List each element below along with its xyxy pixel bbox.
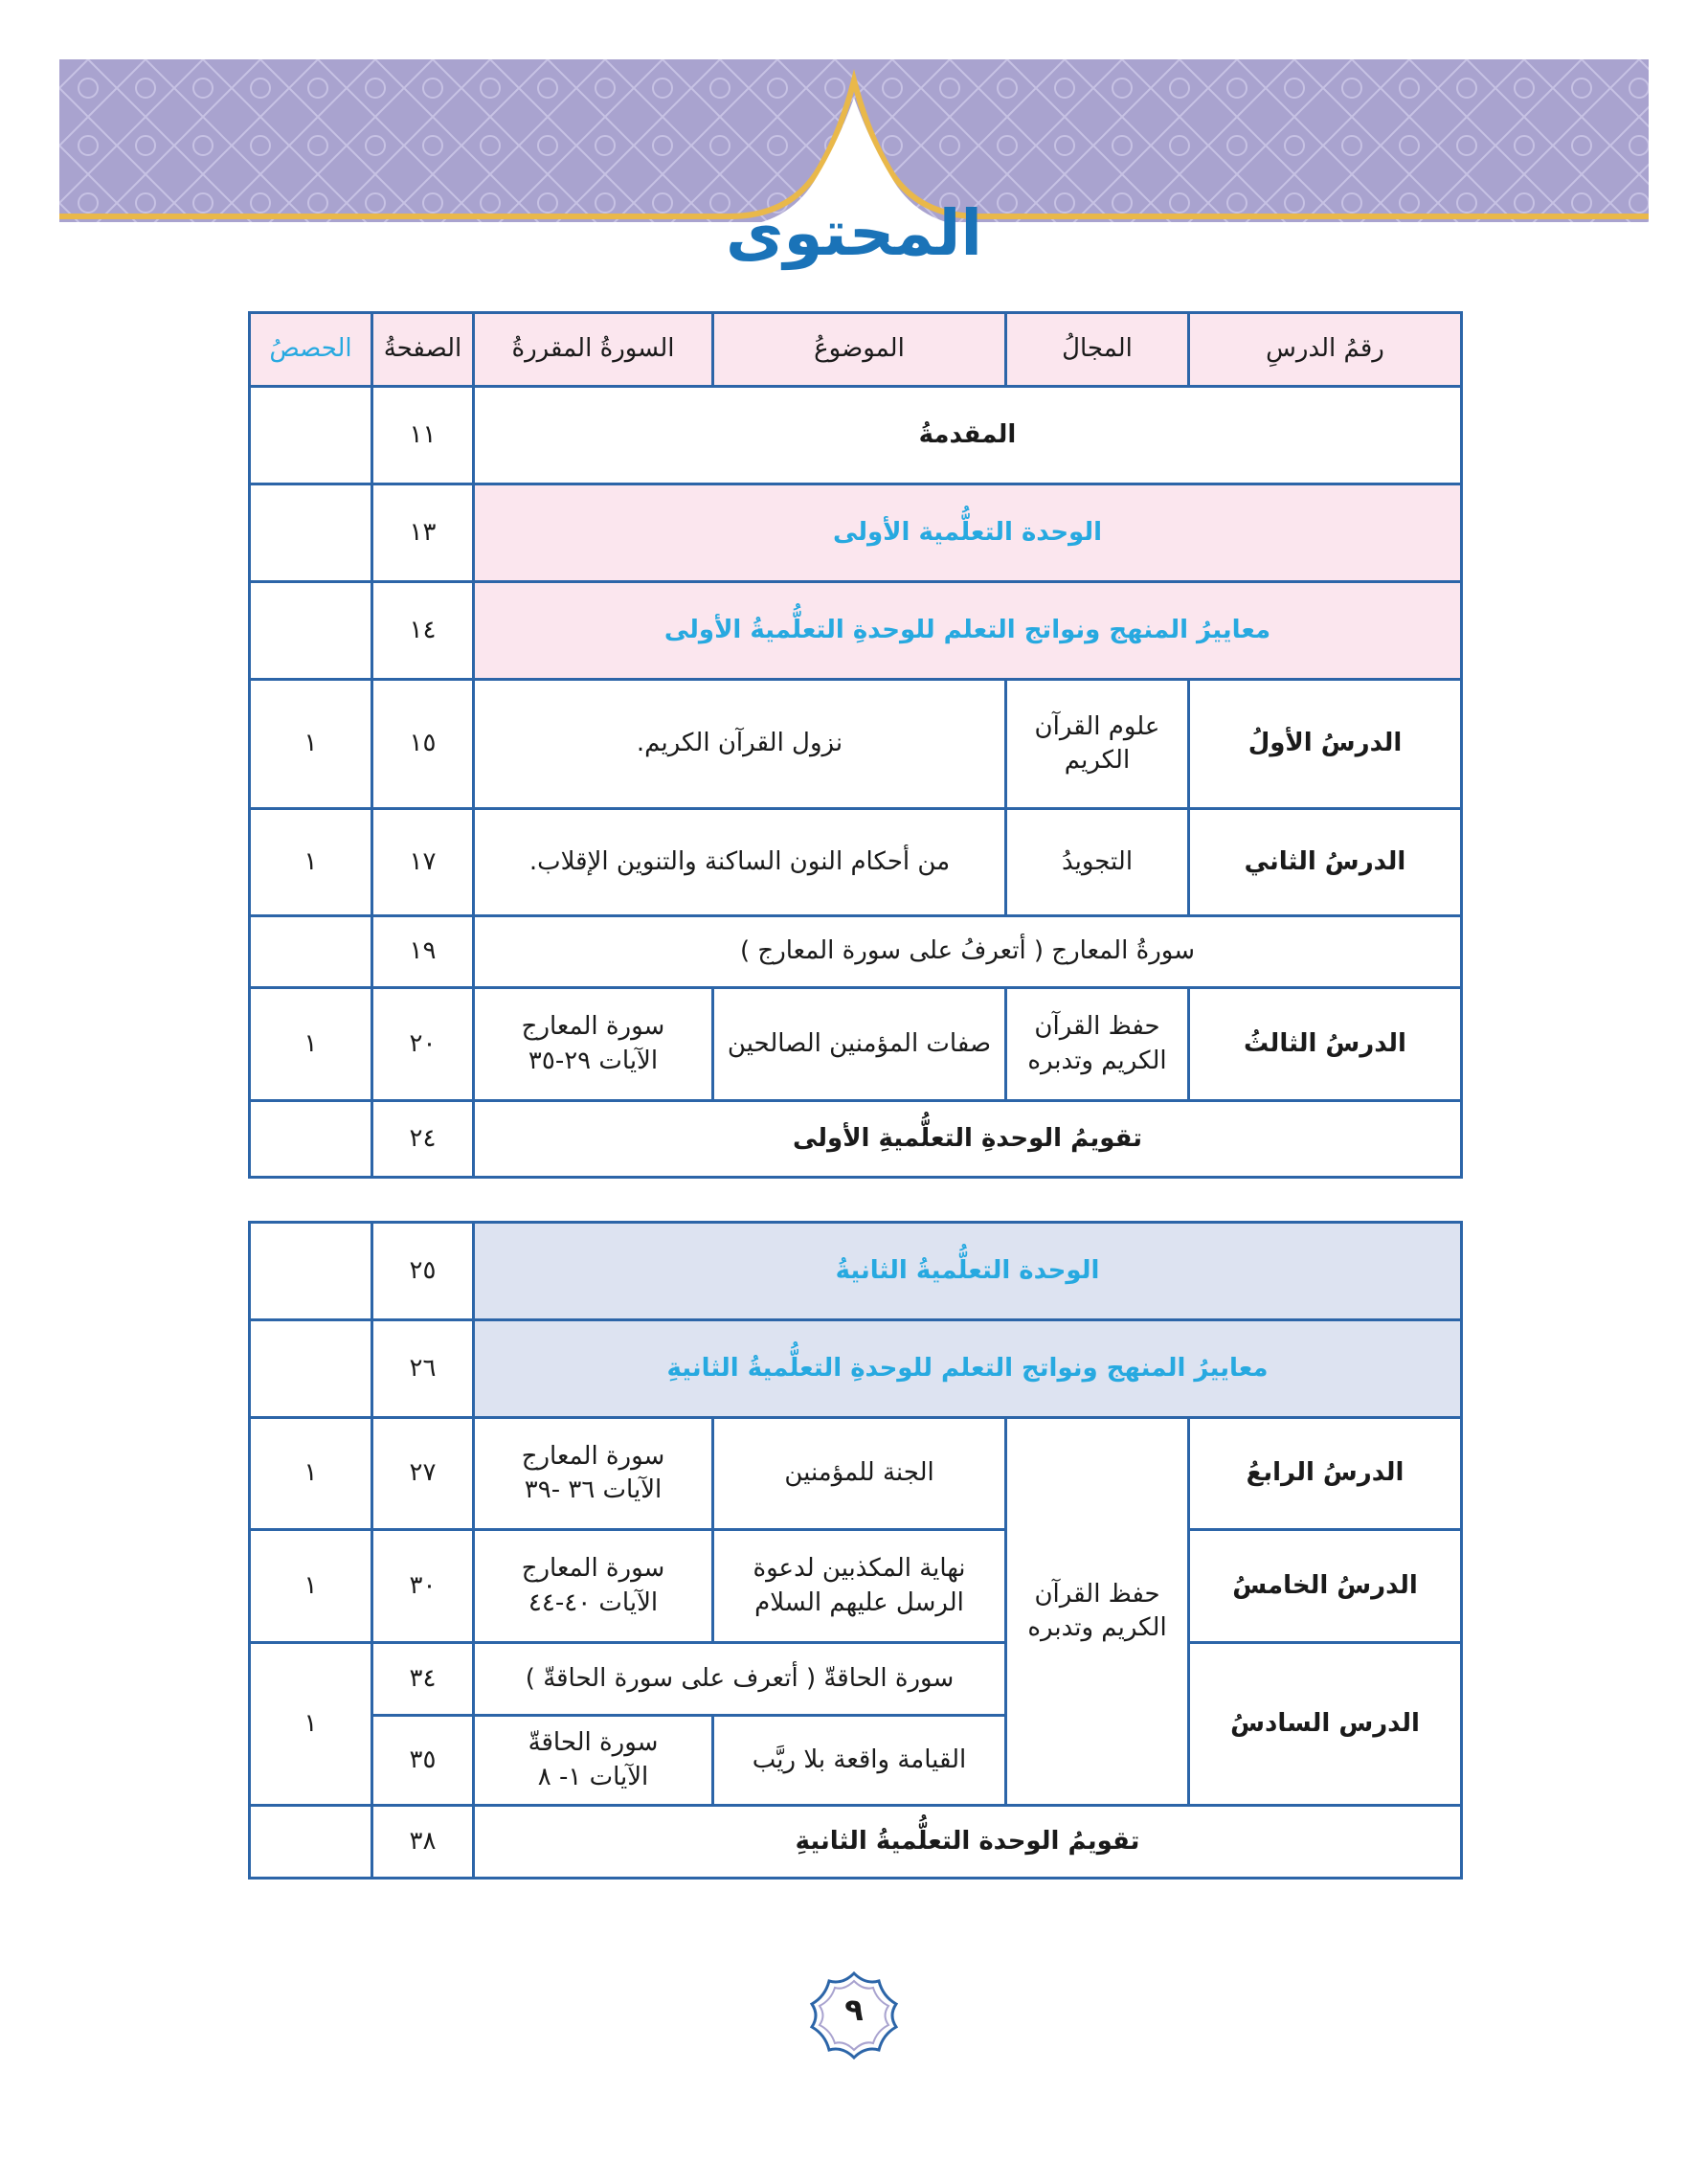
- lesson2-no: الدرسُ الثاني: [1189, 809, 1462, 916]
- empty-cell: [250, 484, 372, 582]
- shared-domain: حفظ القرآن الكريم وتدبره: [1006, 1418, 1189, 1806]
- table-row: [250, 1223, 1462, 1320]
- lesson3-surah: [474, 988, 713, 1101]
- lesson3-domain: حفظ القرآن الكريم وتدبره: [1006, 988, 1189, 1101]
- lesson3-topic: صفات المؤمنين الصالحين: [713, 988, 1006, 1101]
- lesson6-verses: الآيات ١- ٨: [537, 1762, 649, 1791]
- lesson3-surah-name: سورة المعارج: [521, 1012, 665, 1042]
- lesson6-surah-intro: سورة الحاقةّ ( أتعرف على سورة الحاقةّ ): [474, 1643, 1006, 1716]
- contents-table-2: [248, 1221, 1463, 1880]
- lesson1-no: الدرسُ الأولُ: [1189, 680, 1462, 809]
- table-row: [250, 1418, 1462, 1530]
- lesson4-surah: [474, 1418, 713, 1530]
- table-row: [250, 484, 1462, 582]
- unit1-page: ١٣: [372, 484, 474, 582]
- page-title: المحتوى: [725, 196, 983, 270]
- lesson5-periods: ١: [250, 1530, 372, 1643]
- standards1-page: ١٤: [372, 582, 474, 680]
- lesson3-verses: الآيات ٢٩-٣٥: [528, 1046, 659, 1075]
- empty-cell: [250, 916, 372, 988]
- empty-cell: [250, 1101, 372, 1178]
- header-page: الصفحةُ: [372, 313, 474, 387]
- assessment2-page: ٣٨: [372, 1806, 474, 1879]
- lesson1-topic: نزول القرآن الكريم.: [474, 680, 1006, 809]
- header-periods: الحصصُ: [250, 313, 372, 387]
- page-number: ٩: [844, 1992, 864, 2028]
- surah-intro-label: سورةُ المعارج ( أتعرفُ على سورة المعارج ): [474, 916, 1462, 988]
- lesson4-topic: الجنة للمؤمنين: [713, 1418, 1006, 1530]
- header-topic: الموضوعُ: [713, 313, 1006, 387]
- surah-intro-page: ١٩: [372, 916, 474, 988]
- standards2-page: ٢٦: [372, 1320, 474, 1418]
- lesson6-topic: القيامة واقعة بلا ريَّب: [713, 1716, 1006, 1806]
- lesson3-no: الدرسُ الثالثُ: [1189, 988, 1462, 1101]
- table-row: [250, 1806, 1462, 1879]
- page-number-badge: [806, 1968, 902, 2063]
- lesson4-no: الدرسُ الرابعُ: [1189, 1418, 1462, 1530]
- empty-cell: [250, 1806, 372, 1879]
- lesson3-page: ٢٠: [372, 988, 474, 1101]
- lesson5-topic: نهاية المكذبين لدعوة الرسل عليهم السلام: [713, 1530, 1006, 1643]
- unit1-label: الوحدة التعلُّمية الأولى: [474, 484, 1462, 582]
- empty-cell: [250, 387, 372, 484]
- header-lesson-no: رقمُ الدرسِ: [1189, 313, 1462, 387]
- lesson4-periods: ١: [250, 1418, 372, 1530]
- assessment1-page: ٢٤: [372, 1101, 474, 1178]
- empty-cell: [250, 582, 372, 680]
- assessment1-label: تقويمُ الوحدةِ التعلُّميةِ الأولى: [474, 1101, 1462, 1178]
- lesson3-periods: ١: [250, 988, 372, 1101]
- lesson1-domain: علوم القرآن الكريم: [1006, 680, 1189, 809]
- table-row: [250, 988, 1462, 1101]
- standards1-label: معاييرُ المنهج ونواتج التعلم للوحدةِ التعلُّميةُ الأولى: [474, 582, 1462, 680]
- lesson5-verses: الآيات ٤٠-٤٤: [528, 1587, 659, 1617]
- table-row: [250, 809, 1462, 916]
- table-row: [250, 1530, 1462, 1643]
- lesson6-periods: ١: [250, 1643, 372, 1806]
- intro-label: المقدمةُ: [474, 387, 1462, 484]
- lesson2-periods: ١: [250, 809, 372, 916]
- unit2-page: ٢٥: [372, 1223, 474, 1320]
- lesson4-verses: الآيات ٣٦ -٣٩: [524, 1475, 663, 1504]
- lesson2-topic: من أحكام النون الساكنة والتنوين الإقلاب.: [474, 809, 1006, 916]
- table-row: [250, 916, 1462, 988]
- lesson5-surah: [474, 1530, 713, 1643]
- header-row: [250, 313, 1462, 387]
- intro-page: ١١: [372, 387, 474, 484]
- lesson6-surah: [474, 1716, 713, 1806]
- header-surah: السورةُ المقررةُ: [474, 313, 713, 387]
- table-row: [250, 1643, 1462, 1716]
- lesson5-no: الدرسُ الخامسُ: [1189, 1530, 1462, 1643]
- table-row: [250, 680, 1462, 809]
- table-row: [250, 582, 1462, 680]
- lesson6-no: الدرس السادسُ: [1189, 1643, 1462, 1806]
- standards2-label: معاييرُ المنهج ونواتج التعلم للوحدةِ التعلُّميةُ الثانيةِ: [474, 1320, 1462, 1418]
- lesson5-page: ٣٠: [372, 1530, 474, 1643]
- lesson6-page: ٣٥: [372, 1716, 474, 1806]
- table-row: [250, 387, 1462, 484]
- lesson2-page: ١٧: [372, 809, 474, 916]
- lesson6-surah-name: سورة الحاقةّ: [528, 1728, 659, 1758]
- assessment2-label: تقويمُ الوحدة التعلُّميةُ الثانيةِ: [474, 1806, 1462, 1879]
- lesson4-surah-name: سورة المعارج: [521, 1441, 665, 1471]
- lesson1-page: ١٥: [372, 680, 474, 809]
- unit2-label: الوحدة التعلُّميةُ الثانيةُ: [474, 1223, 1462, 1320]
- lesson2-domain: التجويدُ: [1006, 809, 1189, 916]
- lesson1-periods: ١: [250, 680, 372, 809]
- contents-table-1: [248, 311, 1463, 1179]
- header-domain: المجالُ: [1006, 313, 1189, 387]
- lesson4-page: ٢٧: [372, 1418, 474, 1530]
- lesson6-intro-page: ٣٤: [372, 1643, 474, 1716]
- table-row: [250, 1101, 1462, 1178]
- empty-cell: [250, 1223, 372, 1320]
- lesson5-surah-name: سورة المعارج: [521, 1554, 665, 1584]
- table-row: [250, 1320, 1462, 1418]
- empty-cell: [250, 1320, 372, 1418]
